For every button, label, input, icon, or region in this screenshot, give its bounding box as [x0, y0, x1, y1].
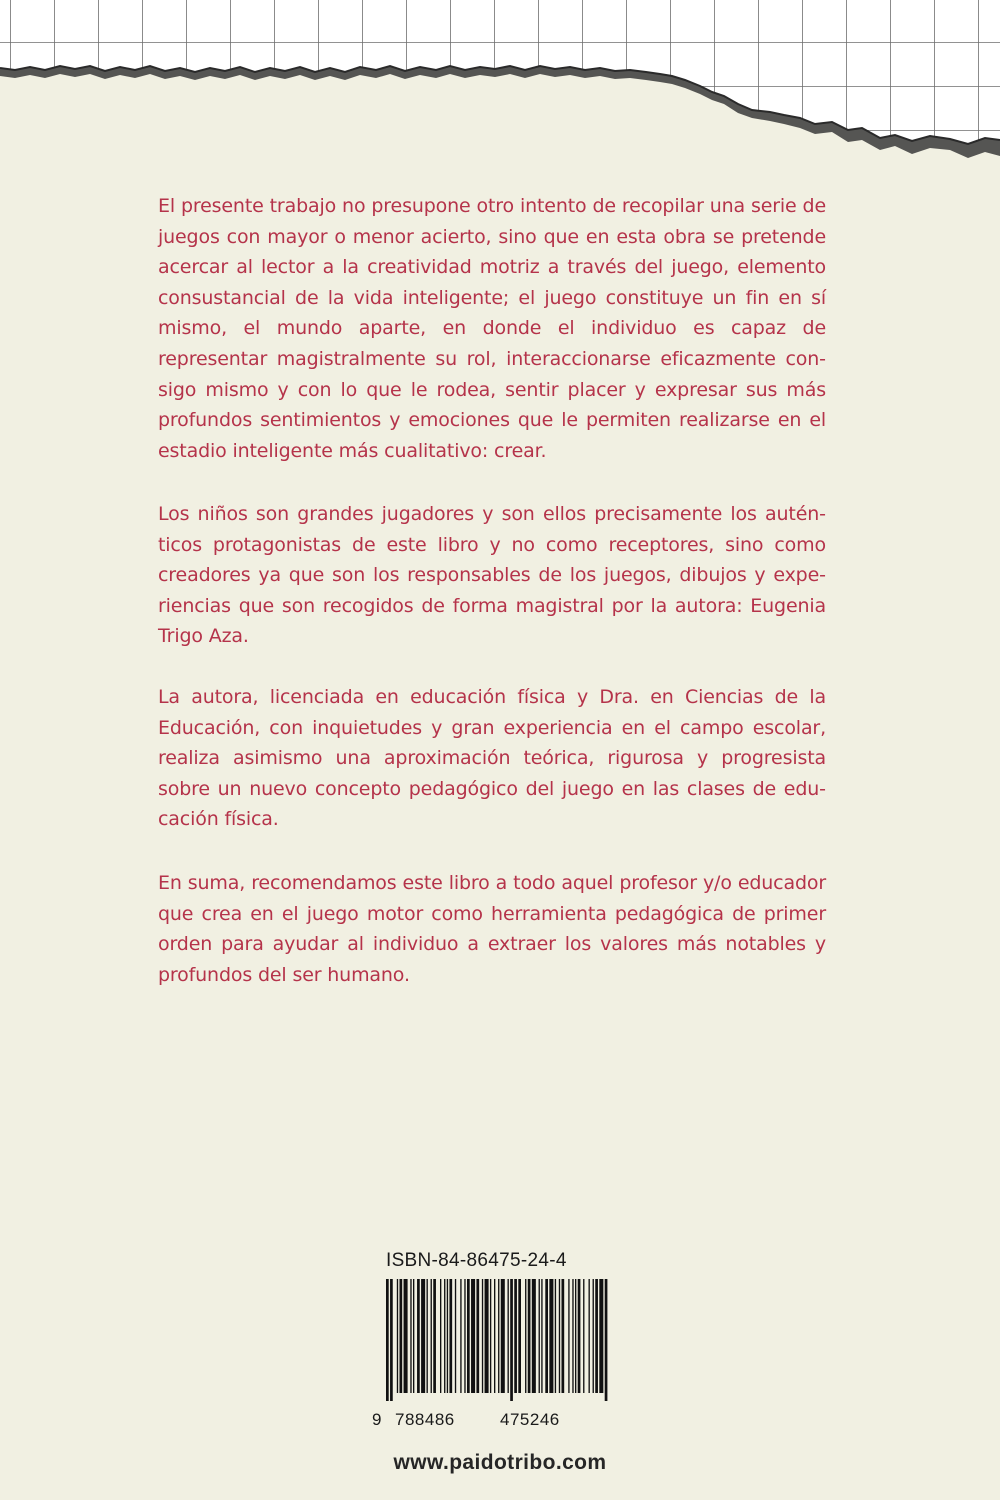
barcode-bar — [532, 1279, 536, 1393]
barcode-bar — [575, 1279, 576, 1393]
blurb-paragraph-3: La autora, licenciada en educación física y Dra. en Ciencias de la Educación, con inquietudes y gran experiencia en el campo escolar, realiza asimismo una aproximación teórica, rigurosa y progresista sobre un nuevo concepto pedagógico del juego en las clases de educación física. — [158, 686, 826, 831]
barcode-bar — [605, 1279, 608, 1401]
barcode-bar — [476, 1279, 479, 1393]
barcode-bar — [427, 1279, 428, 1393]
barcode-bar — [599, 1279, 603, 1393]
barcode-bar — [444, 1279, 445, 1393]
barcode-bar — [417, 1279, 420, 1393]
barcode-bar — [555, 1279, 556, 1393]
barcode-bar — [464, 1279, 465, 1393]
barcode-bar — [485, 1279, 489, 1393]
barcode-bar — [490, 1279, 491, 1393]
barcode-bar — [514, 1279, 517, 1393]
barcode-bar — [460, 1279, 461, 1393]
barcode-bar — [449, 1279, 452, 1393]
blurb-paragraph-2: Los niños son grandes jugadores y son ellos precisamente los auténticos protagonistas de este libro y no como receptores, sino como creadores ya que son los responsables de los juegos, dibujos y experiencias que son recogidos de forma magistral por la autora: Eugenia Trigo Aza. — [158, 503, 826, 648]
barcode-bar — [518, 1279, 521, 1393]
barcode — [384, 1279, 612, 1401]
barcode-bar — [595, 1279, 598, 1393]
barcode-bar — [583, 1279, 584, 1393]
barcode-bar — [404, 1279, 408, 1393]
barcode-bar — [482, 1279, 483, 1393]
barcode-bar — [455, 1279, 456, 1393]
barcode-bar — [400, 1279, 403, 1393]
barcode-bar — [390, 1279, 393, 1401]
barcode-bar — [447, 1279, 448, 1393]
barcode-bar — [559, 1279, 560, 1393]
barcode-bar — [541, 1279, 542, 1393]
barcode-bar — [508, 1279, 509, 1393]
barcode-bar — [467, 1279, 470, 1393]
barcode-bar — [433, 1279, 436, 1393]
publisher-website: www.paidotribo.com — [393, 1451, 607, 1474]
barcode-bar — [498, 1279, 499, 1393]
barcode-bar — [578, 1279, 581, 1393]
barcode-bar — [410, 1279, 411, 1393]
barcode-digit-group-right: 475246 — [500, 1410, 560, 1429]
barcode-bar — [494, 1279, 495, 1393]
barcode-bar — [593, 1279, 594, 1393]
barcode-bar — [510, 1279, 513, 1401]
barcode-bar — [471, 1279, 475, 1393]
barcode-bar — [528, 1279, 531, 1393]
barcode-bar — [545, 1279, 548, 1393]
barcode-bar — [568, 1279, 569, 1393]
blurb-paragraph-1: El presente trabajo no presupone otro intento de recopilar una serie de juegos con mayor o menor acierto, sino que en esta obra se pretende acercar al lector a la creatividad motriz a través del juego, elemento consustancial de la vida inteligente; el juego constituye un fin en sí mismo, el mundo aparte, en donde el individuo es capaz de representar magistralmente su rol, interaccionarse eficazmente consigo mismo y con lo que le rodea, sentir placer y expresar sus más profundos sentimientos y emociones que le permiten realizarse en el estadio inteligente más cualitativo: crear. — [158, 195, 826, 462]
barcode-bar — [431, 1279, 432, 1393]
barcode-bar — [589, 1279, 590, 1393]
barcode-bar — [549, 1279, 553, 1393]
barcode-bar — [386, 1279, 389, 1401]
barcode-digits — [0, 1410, 1000, 1434]
barcode-bar — [501, 1279, 505, 1393]
barcode-digit-group-left: 788486 — [395, 1410, 455, 1429]
barcode-bar — [572, 1279, 573, 1393]
blurb-paragraph-4: En suma, recomendamos este libro a todo aquel profesor y/o educador que crea en el juego motor como herramienta pedagógica de primer orden para ayudar al individuo a extraer los valores más notables y profundos del ser humano. — [158, 872, 826, 986]
barcode-bar — [421, 1279, 425, 1393]
barcode-bar — [539, 1279, 540, 1393]
barcode-bar — [413, 1279, 414, 1393]
isbn-label: ISBN-84-86475-24-4 — [386, 1250, 567, 1271]
torn-graph-paper — [0, 0, 1000, 160]
barcode-bar — [440, 1279, 441, 1393]
barcode-digit-first: 9 — [372, 1410, 382, 1429]
barcode-bar — [397, 1279, 398, 1393]
barcode-bar — [525, 1279, 526, 1393]
barcode-bar — [562, 1279, 565, 1393]
